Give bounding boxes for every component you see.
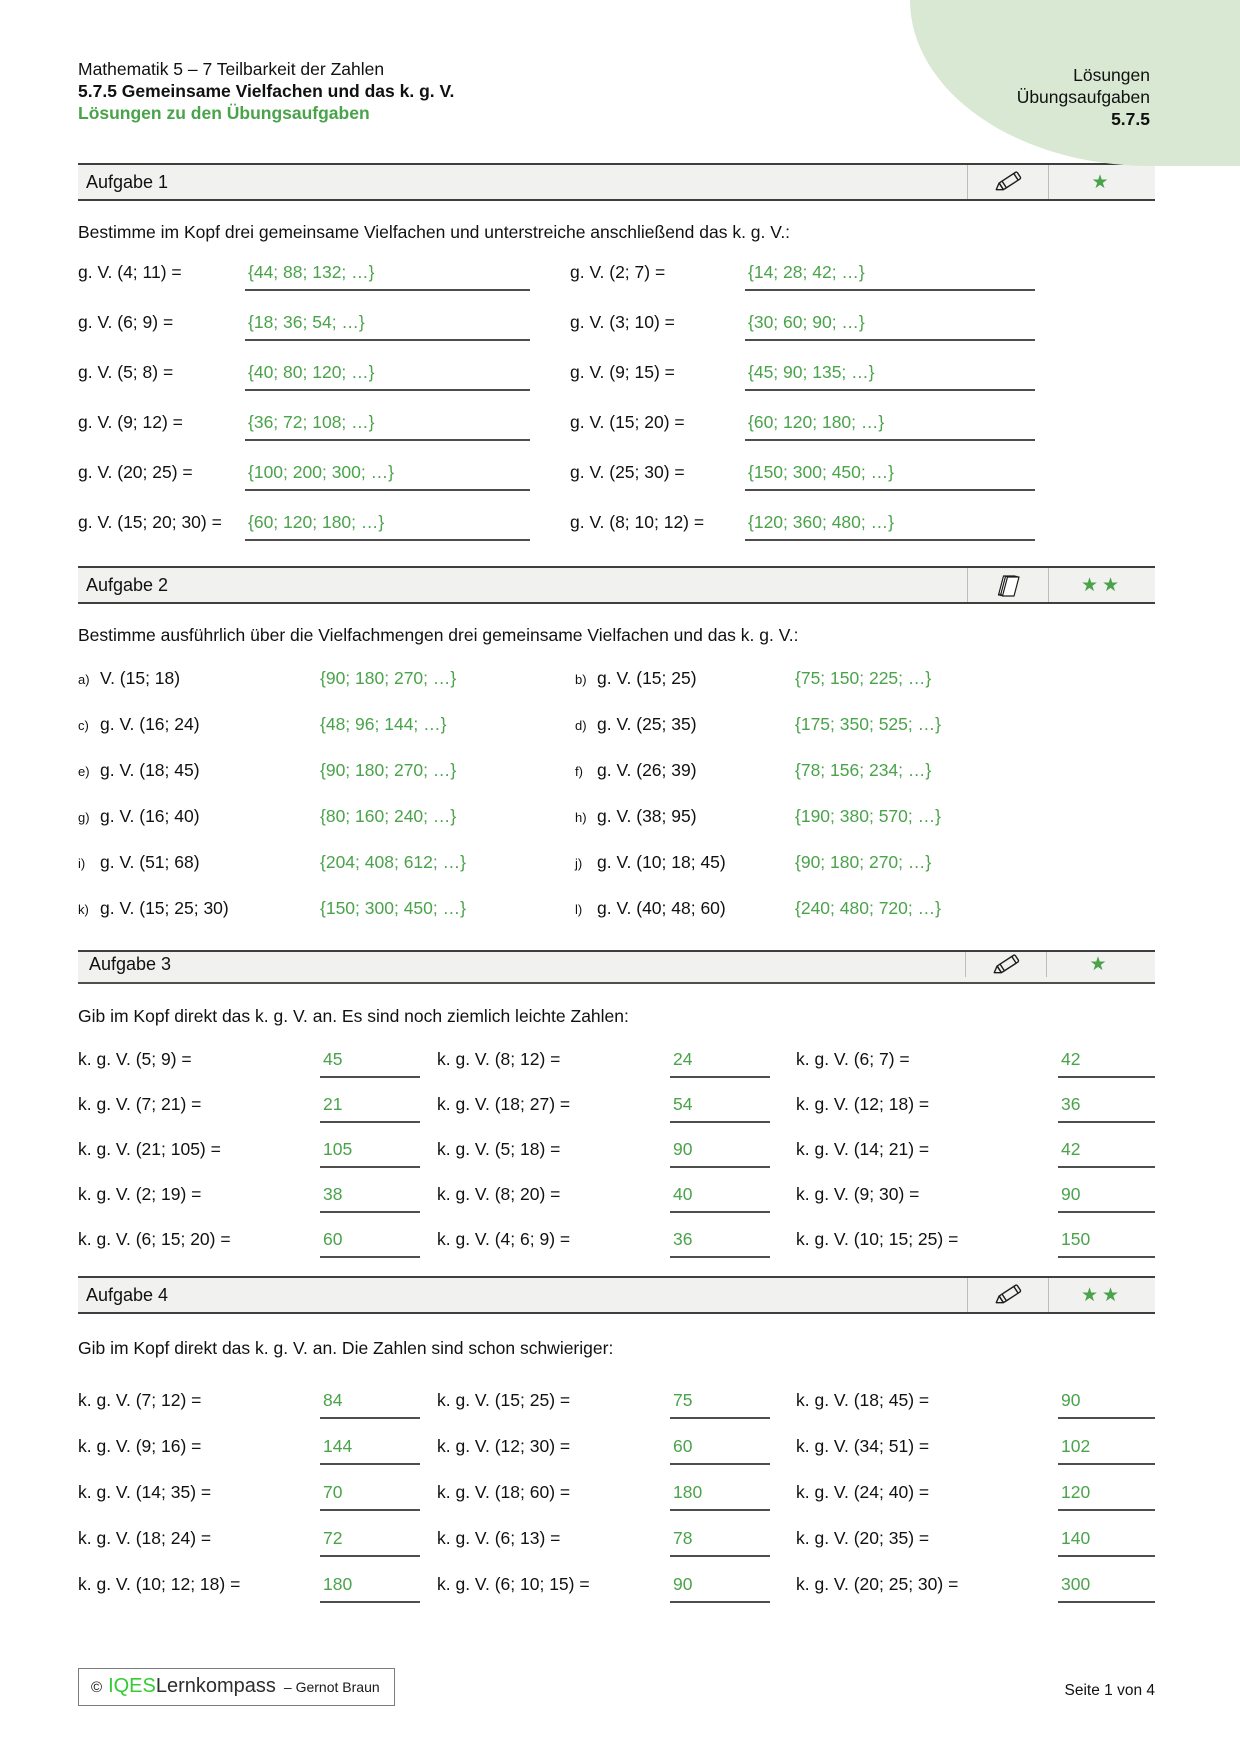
answer-row	[78, 1047, 1155, 1078]
task-2-instruction: Bestimme ausführlich über die Vielfachmengen drei gemeinsame Vielfachen und das k. g. V.:	[78, 625, 799, 645]
answer-value: 60	[323, 1229, 343, 1249]
answer-row	[78, 1526, 1155, 1557]
problem-label: k. g. V. (4; 6; 9) =	[437, 1229, 571, 1249]
problem-label: g. V. (15; 20) =	[570, 412, 685, 432]
answer-blank	[245, 510, 530, 541]
answer-value: {150; 300; 450; …}	[748, 462, 894, 482]
answer-value: {60; 120; 180; …}	[748, 412, 885, 432]
answer-row	[78, 1572, 1155, 1603]
problem-label: g. V. (9; 15) =	[570, 362, 675, 382]
page-number: Seite 1 von 4	[1064, 1682, 1155, 1699]
task-4-header-bar	[78, 1276, 1155, 1314]
answer-value: {30; 60; 90; …}	[748, 312, 865, 332]
answer-value: {36; 72; 108; …}	[248, 412, 375, 432]
problem-label: k. g. V. (9; 30) =	[796, 1184, 920, 1204]
item-letter: j)	[575, 856, 583, 871]
answer-value: {190; 380; 570; …}	[795, 806, 941, 826]
difficulty-stars: ★	[1046, 952, 1153, 977]
answer-value: 300	[1061, 1574, 1091, 1594]
answer-value: {48; 96; 144; …}	[320, 714, 447, 734]
problem-label: k. g. V. (2; 19) =	[78, 1184, 202, 1204]
answer-row	[78, 1227, 1155, 1258]
answer-value: 38	[323, 1184, 343, 1204]
answer-blank	[1058, 1526, 1155, 1557]
answer-value: 21	[323, 1094, 343, 1114]
answer-row	[78, 360, 1155, 391]
problem-label: g. V. (2; 7) =	[570, 262, 666, 282]
problem-label: g. V. (5; 8) =	[78, 362, 174, 382]
answer-blank	[1058, 1047, 1155, 1078]
problem-label: k. g. V. (15; 25) =	[437, 1390, 571, 1410]
answer-blank	[1058, 1182, 1155, 1213]
answer-value: 36	[673, 1229, 693, 1249]
problem-label: k. g. V. (10; 15; 25) =	[796, 1229, 959, 1249]
item-letter: i)	[78, 856, 86, 871]
task-3-header-bar	[78, 950, 1155, 984]
problem-label: k. g. V. (34; 51) =	[796, 1436, 930, 1456]
problem-label: k. g. V. (20; 35) =	[796, 1528, 930, 1548]
answer-blank	[670, 1388, 770, 1419]
item-letter: e)	[78, 764, 90, 779]
task-4-answers	[78, 1388, 1155, 1603]
answer-blank	[245, 410, 530, 441]
answer-value: {90; 180; 270; …}	[320, 760, 457, 780]
answer-value: 40	[673, 1184, 693, 1204]
answer-value: {18; 36; 54; …}	[248, 312, 365, 332]
problem-label: k. g. V. (18; 27) =	[437, 1094, 571, 1114]
answer-row	[78, 1182, 1155, 1213]
problem-label: k. g. V. (18; 45) =	[796, 1390, 930, 1410]
answer-blank	[670, 1047, 770, 1078]
answer-blank	[745, 460, 1035, 491]
problem-label: k. g. V. (6; 15; 20) =	[78, 1229, 231, 1249]
problem-label: k. g. V. (8; 12) =	[437, 1049, 561, 1069]
answer-row	[78, 850, 1155, 876]
problem-label: g. V. (10; 18; 45)	[597, 852, 726, 872]
problem-label: g. V. (3; 10) =	[570, 312, 675, 332]
problem-label: g. V. (25; 35)	[597, 714, 697, 734]
problem-label: g. V. (8; 10; 12) =	[570, 512, 705, 532]
answer-value: {204; 408; 612; …}	[320, 852, 466, 872]
answer-row	[78, 1388, 1155, 1419]
answer-blank	[1058, 1480, 1155, 1511]
answer-row	[78, 804, 1155, 830]
answer-value: 140	[1061, 1528, 1091, 1548]
answer-row	[78, 510, 1155, 541]
problem-label: V. (15; 18)	[100, 668, 181, 688]
brand-iqes: IQES	[108, 1675, 156, 1697]
answer-value: {45; 90; 135; …}	[748, 362, 875, 382]
answer-value: {78; 156; 234; …}	[795, 760, 932, 780]
problem-label: k. g. V. (7; 12) =	[78, 1390, 202, 1410]
corner-line-section-number: 5.7.5	[1111, 109, 1150, 129]
problem-label: g. V. (6; 9) =	[78, 312, 174, 332]
answer-value: {240; 480; 720; …}	[795, 898, 941, 918]
answer-blank	[320, 1388, 420, 1419]
answer-blank	[245, 460, 530, 491]
corner-line-losungen: Lösungen	[1073, 65, 1150, 85]
answer-value: {40; 80; 120; …}	[248, 362, 375, 382]
section-title: 5.7.5 Gemeinsame Vielfachen und das k. g. V.	[78, 81, 455, 101]
answer-value: 180	[673, 1482, 703, 1502]
answer-row	[78, 410, 1155, 441]
item-letter: k)	[78, 902, 89, 917]
answer-value: 24	[673, 1049, 693, 1069]
answer-value: 120	[1061, 1482, 1091, 1502]
course-title: Mathematik 5 – 7 Teilbarkeit der Zahlen	[78, 59, 385, 79]
answer-blank	[745, 310, 1035, 341]
answer-blank	[320, 1182, 420, 1213]
answer-row	[78, 310, 1155, 341]
task-3-title: Aufgabe 3	[89, 954, 172, 974]
answer-blank	[670, 1434, 770, 1465]
problem-label: g. V. (26; 39)	[597, 760, 697, 780]
answer-value: {100; 200; 300; …}	[248, 462, 394, 482]
item-letter: l)	[575, 902, 583, 917]
task-2-header-bar	[78, 566, 1155, 604]
answer-blank	[745, 510, 1035, 541]
answer-blank	[670, 1182, 770, 1213]
problem-label: g. V. (15; 20; 30) =	[78, 512, 222, 532]
answer-value: 90	[673, 1139, 693, 1159]
pencil-icon	[965, 952, 1046, 977]
problem-label: k. g. V. (18; 24) =	[78, 1528, 212, 1548]
answer-blank	[745, 260, 1035, 291]
item-letter: f)	[575, 764, 583, 779]
task-2-answers	[78, 666, 1155, 922]
problem-label: k. g. V. (9; 16) =	[78, 1436, 202, 1456]
item-letter: c)	[78, 718, 89, 733]
answer-value: {150; 300; 450; …}	[320, 898, 466, 918]
item-letter: d)	[575, 718, 587, 733]
task-1-title: Aufgabe 1	[86, 171, 169, 192]
problem-label: g. V. (25; 30) =	[570, 462, 685, 482]
answer-blank	[245, 260, 530, 291]
answer-row	[78, 1137, 1155, 1168]
problem-label: k. g. V. (21; 105) =	[78, 1139, 221, 1159]
answer-blank	[1058, 1092, 1155, 1123]
problem-label: g. V. (18; 45)	[100, 760, 200, 780]
answer-blank	[320, 1227, 420, 1258]
answer-value: {44; 88; 132; …}	[248, 262, 375, 282]
corner-line-uebungsaufgaben: Übungsaufgaben	[1016, 87, 1150, 107]
task-3-answers	[78, 1047, 1155, 1258]
answer-blank	[670, 1092, 770, 1123]
problem-label: g. V. (15; 25; 30)	[100, 898, 229, 918]
answer-blank	[1058, 1434, 1155, 1465]
task-1-answers	[78, 260, 1155, 541]
answer-blank	[670, 1227, 770, 1258]
worksheet-content	[78, 0, 1155, 1603]
answer-value: {75; 150; 225; …}	[795, 668, 932, 688]
problem-label: g. V. (9; 12) =	[78, 412, 183, 432]
answer-value: 84	[323, 1390, 343, 1410]
answer-value: 102	[1061, 1436, 1091, 1456]
answer-blank	[1058, 1137, 1155, 1168]
answer-blank	[745, 410, 1035, 441]
book-icon	[967, 568, 1048, 602]
answer-blank	[320, 1572, 420, 1603]
item-letter: h)	[575, 810, 587, 825]
item-letter: a)	[78, 672, 90, 687]
problem-label: k. g. V. (14; 35) =	[78, 1482, 212, 1502]
difficulty-stars: ★★	[1048, 1278, 1155, 1312]
answer-value: {90; 180; 270; …}	[795, 852, 932, 872]
answer-value: 45	[323, 1049, 343, 1069]
problem-label: k. g. V. (5; 18) =	[437, 1139, 561, 1159]
answer-blank	[245, 310, 530, 341]
problem-label: g. V. (38; 95)	[597, 806, 697, 826]
publisher-brand-box	[78, 1668, 395, 1706]
author-name: – Gernot Braun	[283, 1679, 380, 1695]
task-1-instruction: Bestimme im Kopf drei gemeinsame Vielfachen und unterstreiche anschließend das k. g. V.:	[78, 222, 791, 242]
answer-value: 180	[323, 1574, 353, 1594]
answer-blank	[320, 1480, 420, 1511]
problem-label: g. V. (16; 24)	[100, 714, 200, 734]
answer-blank	[670, 1526, 770, 1557]
problem-label: g. V. (15; 25)	[597, 668, 697, 688]
task-3-instruction: Gib im Kopf direkt das k. g. V. an. Es sind noch ziemlich leichte Zahlen:	[78, 1006, 629, 1026]
difficulty-stars: ★★	[1048, 568, 1155, 602]
problem-label: g. V. (40; 48; 60)	[597, 898, 726, 918]
answer-row	[78, 260, 1155, 291]
answer-value: {120; 360; 480; …}	[748, 512, 894, 532]
problem-label: k. g. V. (18; 60) =	[437, 1482, 571, 1502]
task-4-title: Aufgabe 4	[86, 1284, 169, 1305]
problem-label: k. g. V. (20; 25; 30) =	[796, 1574, 959, 1594]
answer-blank	[1058, 1572, 1155, 1603]
problem-label: k. g. V. (10; 12; 18) =	[78, 1574, 241, 1594]
answer-value: 90	[1061, 1184, 1081, 1204]
answer-row	[78, 666, 1155, 692]
answer-blank	[670, 1480, 770, 1511]
problem-label: k. g. V. (6; 7) =	[796, 1049, 910, 1069]
answer-value: 54	[673, 1094, 693, 1114]
problem-label: k. g. V. (14; 21) =	[796, 1139, 930, 1159]
answer-value: 60	[673, 1436, 693, 1456]
answer-value: 105	[323, 1139, 353, 1159]
item-letter: g)	[78, 810, 90, 825]
task-4-instruction: Gib im Kopf direkt das k. g. V. an. Die Zahlen sind schon schwieriger:	[78, 1338, 614, 1358]
problem-label: g. V. (51; 68)	[100, 852, 200, 872]
answer-blank	[245, 360, 530, 391]
answer-blank	[745, 360, 1035, 391]
answer-value: {90; 180; 270; …}	[320, 668, 457, 688]
answer-value: 36	[1061, 1094, 1081, 1114]
answer-value: 144	[323, 1436, 353, 1456]
subtitle-solutions: Lösungen zu den Übungsaufgaben	[78, 103, 370, 123]
problem-label: k. g. V. (6; 13) =	[437, 1528, 561, 1548]
answer-blank	[320, 1137, 420, 1168]
copyright-symbol: ©	[91, 1679, 103, 1696]
answer-value: 72	[323, 1528, 343, 1548]
pencil-icon	[967, 1278, 1048, 1312]
answer-blank	[670, 1572, 770, 1603]
problem-label: k. g. V. (12; 18) =	[796, 1094, 930, 1114]
answer-value: 42	[1061, 1139, 1081, 1159]
answer-blank	[320, 1047, 420, 1078]
pencil-icon	[967, 165, 1048, 199]
problem-label: k. g. V. (7; 21) =	[78, 1094, 202, 1114]
problem-label: k. g. V. (12; 30) =	[437, 1436, 571, 1456]
answer-value: 70	[323, 1482, 343, 1502]
problem-label: g. V. (4; 11) =	[78, 262, 182, 282]
answer-value: {60; 120; 180; …}	[248, 512, 385, 532]
answer-value: 150	[1061, 1229, 1091, 1249]
item-letter: b)	[575, 672, 587, 687]
answer-row	[78, 1092, 1155, 1123]
page-footer	[78, 1668, 1155, 1706]
answer-blank	[1058, 1388, 1155, 1419]
answer-value: {175; 350; 525; …}	[795, 714, 941, 734]
answer-value: {80; 160; 240; …}	[320, 806, 457, 826]
problem-label: g. V. (20; 25) =	[78, 462, 193, 482]
problem-label: k. g. V. (6; 10; 15) =	[437, 1574, 590, 1594]
answer-blank	[320, 1092, 420, 1123]
task-2-title: Aufgabe 2	[86, 574, 169, 595]
problem-label: k. g. V. (24; 40) =	[796, 1482, 930, 1502]
problem-label: k. g. V. (8; 20) =	[437, 1184, 561, 1204]
answer-value: 90	[1061, 1390, 1081, 1410]
answer-value: 90	[673, 1574, 693, 1594]
answer-blank	[320, 1526, 420, 1557]
brand-lernkompass: Lernkompass	[155, 1675, 276, 1697]
answer-value: 42	[1061, 1049, 1081, 1069]
answer-blank	[670, 1137, 770, 1168]
answer-blank	[1058, 1227, 1155, 1258]
answer-blank	[320, 1434, 420, 1465]
answer-row	[78, 1434, 1155, 1465]
answer-value: {14; 28; 42; …}	[748, 262, 865, 282]
answer-row	[78, 1480, 1155, 1511]
answer-value: 78	[673, 1528, 693, 1548]
answer-row	[78, 758, 1155, 784]
task-1-header-bar	[78, 163, 1155, 201]
answer-row	[78, 896, 1155, 922]
answer-value: 75	[673, 1390, 693, 1410]
problem-label: g. V. (16; 40)	[100, 806, 200, 826]
problem-label: k. g. V. (5; 9) =	[78, 1049, 192, 1069]
difficulty-stars: ★	[1048, 165, 1155, 199]
answer-row	[78, 460, 1155, 491]
answer-row	[78, 712, 1155, 738]
